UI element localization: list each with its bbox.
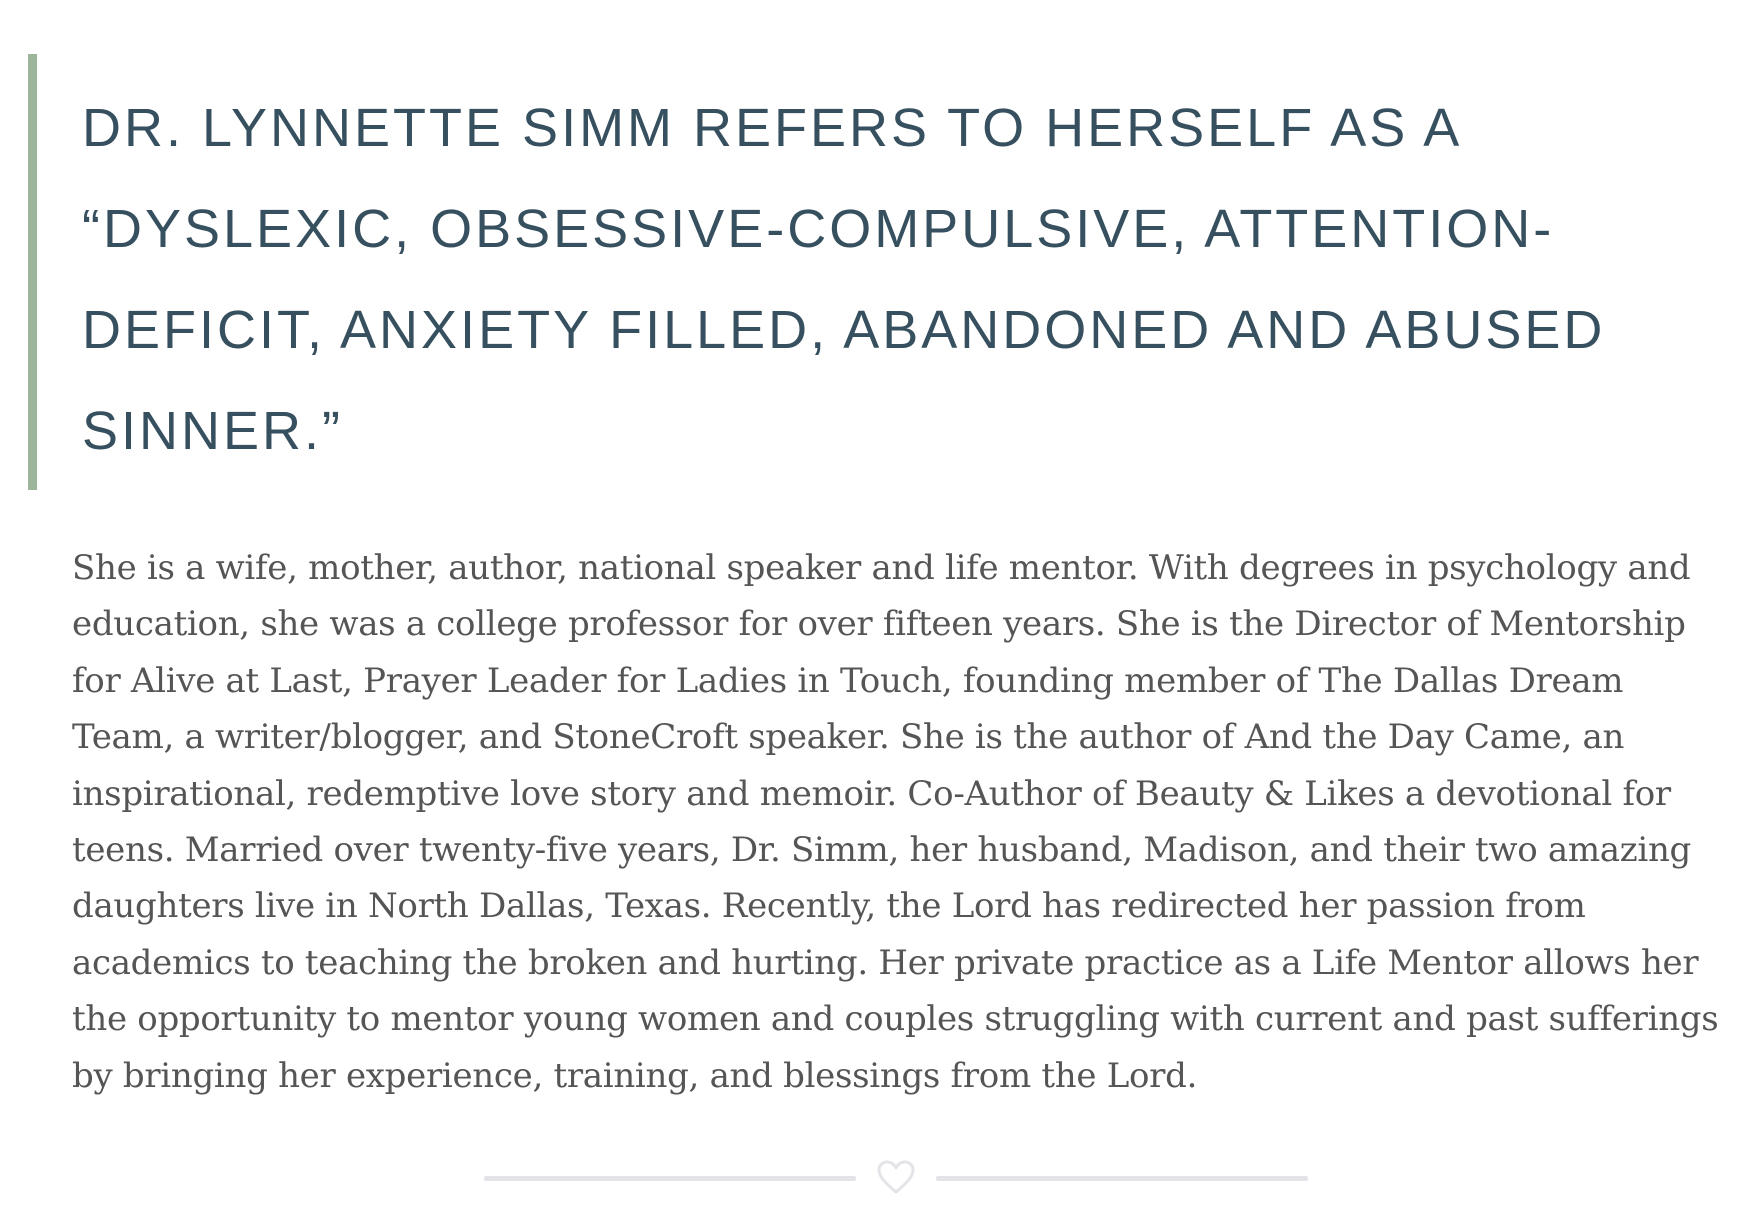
divider-line-left [484,1176,856,1181]
bio-paragraph: She is a wife, mother, author, national speaker and life mentor. With degrees in psychology and education, she was a college professor for over fifteen years. She is the Director of Mentorship for Alive at Last, Prayer Leader for Ladies in Touch, founding member of The Dallas Dream Team, a writer/blogger, and StoneCroft speaker. She is the author of And the Day Came, an inspirational, redemptive love story and memoir. Co-Author of Beauty & Likes a devotional for teens. Married over twenty-five years, Dr. Simm, her husband, Madison, and their two amazing daughters live in North Dallas, Texas. Recently, the Lord has redirected her passion from academics to teaching the broken and hurting. Her private practice as a Life Mentor allows her the opportunity to mentor young women and couples struggling with current and past sufferings by bringing her experience, training, and blessings from the Lord. [72,548,1719,1096]
quote-heading: DR. LYNNETTE SIMM REFERS TO HERSELF AS A “DYSLEXIC, OBSESSIVE-COMPULSIVE, ATTENTION-DEFICIT, ANXIETY FILLED, ABANDONED AND ABUSED SINNER.” [82,98,1606,461]
heart-icon [876,1158,916,1198]
pull-quote [28,54,1728,490]
divider-line-right [936,1176,1308,1181]
section-divider [484,1158,1308,1198]
